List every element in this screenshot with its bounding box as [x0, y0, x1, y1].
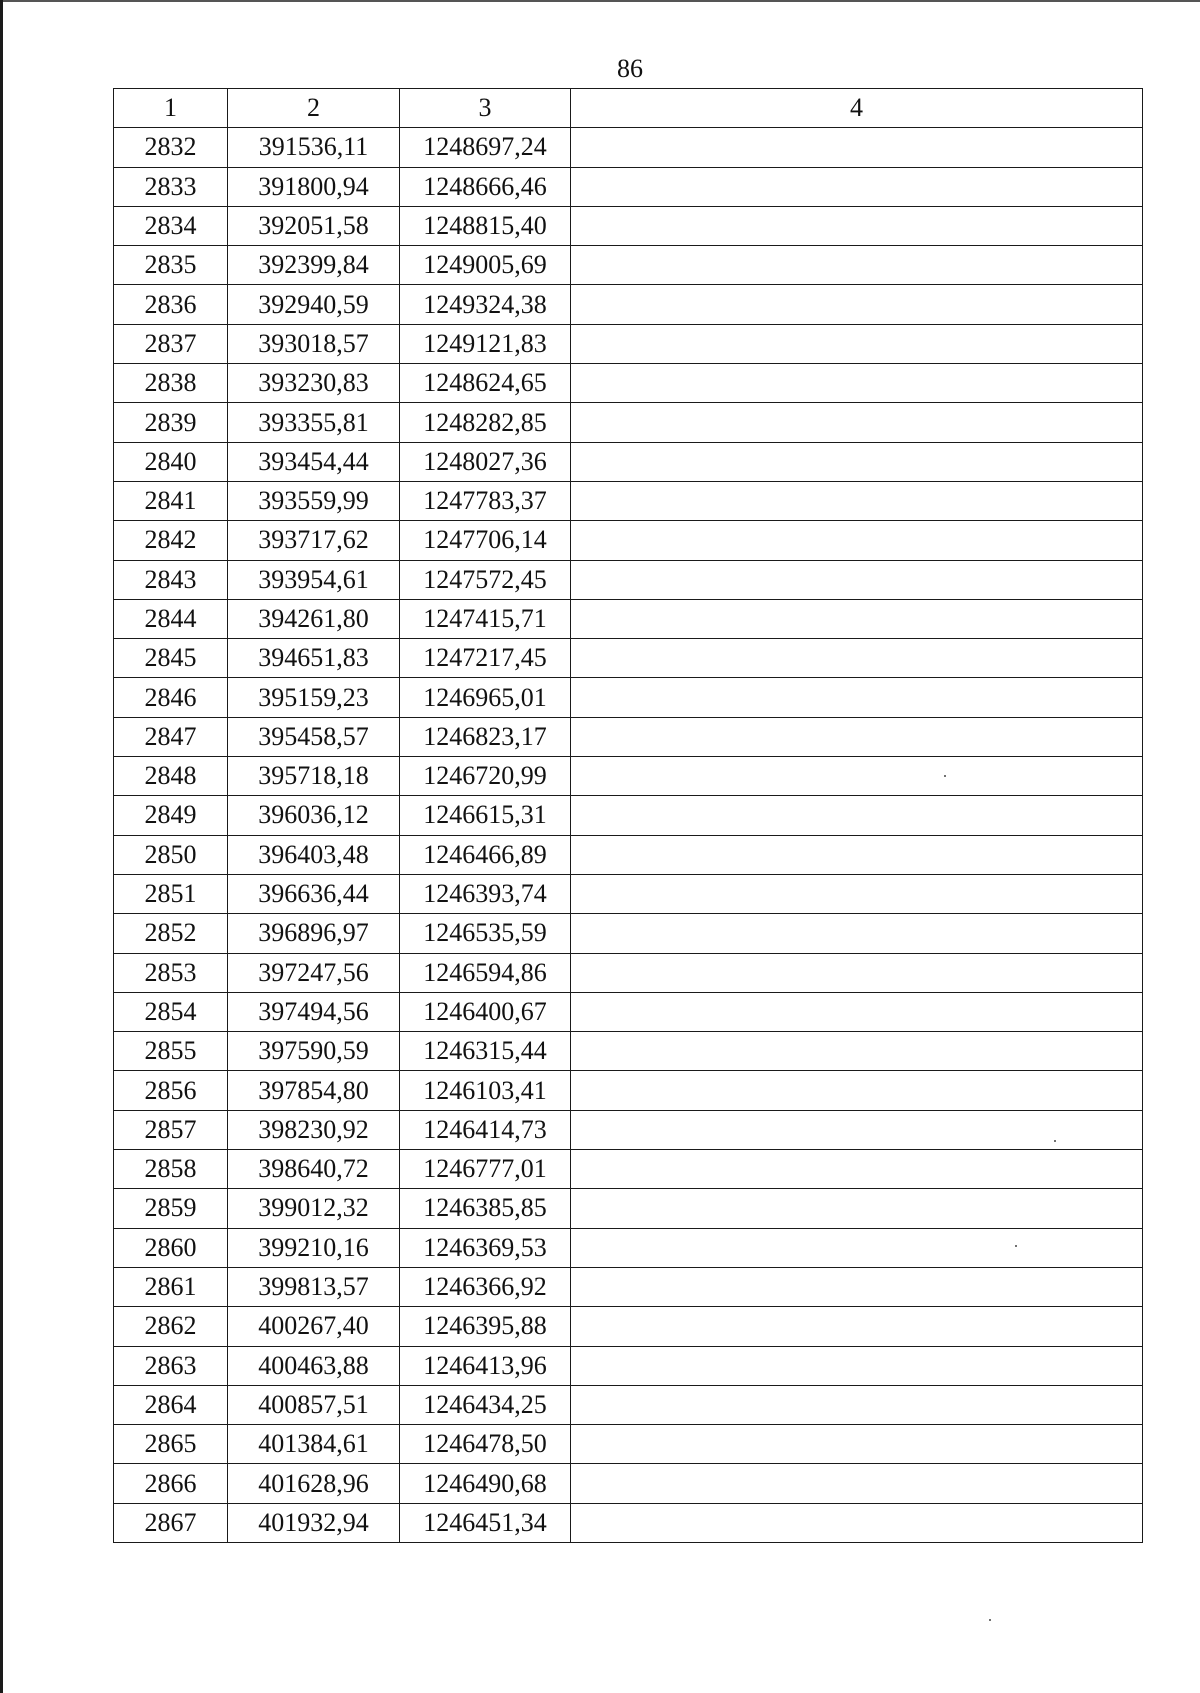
- y-coordinate-cell: 1246615,31: [400, 796, 571, 835]
- table-body: [114, 128, 1143, 1543]
- table-row: [114, 128, 1143, 167]
- point-number-cell: 2832: [114, 128, 228, 167]
- y-coordinate-cell: 1246823,17: [400, 717, 571, 756]
- description-cell: [571, 167, 1143, 206]
- column-header-1: 1: [114, 89, 228, 128]
- description-cell: [571, 1228, 1143, 1267]
- y-coordinate-cell: 1246451,34: [400, 1503, 571, 1542]
- description-cell: [571, 1503, 1143, 1542]
- y-coordinate-cell: 1246385,85: [400, 1189, 571, 1228]
- description-cell: [571, 717, 1143, 756]
- table-row: [114, 1110, 1143, 1149]
- table-row: [114, 1464, 1143, 1503]
- x-coordinate-cell: 399012,32: [228, 1189, 400, 1228]
- y-coordinate-cell: 1246315,44: [400, 1032, 571, 1071]
- table-row: [114, 246, 1143, 285]
- column-header-4: 4: [571, 89, 1143, 128]
- table-header-row: [114, 89, 1143, 128]
- scan-speck: [989, 1619, 991, 1621]
- x-coordinate-cell: 393355,81: [228, 403, 400, 442]
- y-coordinate-cell: 1246434,25: [400, 1385, 571, 1424]
- point-number-cell: 2844: [114, 599, 228, 638]
- y-coordinate-cell: 1246103,41: [400, 1071, 571, 1110]
- point-number-cell: 2841: [114, 481, 228, 520]
- y-coordinate-cell: 1248282,85: [400, 403, 571, 442]
- y-coordinate-cell: 1246490,68: [400, 1464, 571, 1503]
- x-coordinate-cell: 391800,94: [228, 167, 400, 206]
- x-coordinate-cell: 396636,44: [228, 874, 400, 913]
- point-number-cell: 2863: [114, 1346, 228, 1385]
- y-coordinate-cell: 1248666,46: [400, 167, 571, 206]
- point-number-cell: 2857: [114, 1110, 228, 1149]
- x-coordinate-cell: 391536,11: [228, 128, 400, 167]
- y-coordinate-cell: 1249005,69: [400, 246, 571, 285]
- x-coordinate-cell: 395458,57: [228, 717, 400, 756]
- x-coordinate-cell: 398640,72: [228, 1150, 400, 1189]
- x-coordinate-cell: 393018,57: [228, 324, 400, 363]
- description-cell: [571, 599, 1143, 638]
- description-cell: [571, 246, 1143, 285]
- y-coordinate-cell: 1247217,45: [400, 639, 571, 678]
- point-number-cell: 2842: [114, 521, 228, 560]
- table-row: [114, 206, 1143, 245]
- y-coordinate-cell: 1246366,92: [400, 1267, 571, 1306]
- table-row: [114, 992, 1143, 1031]
- point-number-cell: 2853: [114, 953, 228, 992]
- x-coordinate-cell: 393954,61: [228, 560, 400, 599]
- x-coordinate-cell: 400857,51: [228, 1385, 400, 1424]
- point-number-cell: 2866: [114, 1464, 228, 1503]
- point-number-cell: 2856: [114, 1071, 228, 1110]
- x-coordinate-cell: 399210,16: [228, 1228, 400, 1267]
- x-coordinate-cell: 401932,94: [228, 1503, 400, 1542]
- x-coordinate-cell: 395718,18: [228, 757, 400, 796]
- table-row: [114, 835, 1143, 874]
- page-number: 86: [617, 54, 643, 83]
- y-coordinate-cell: 1247415,71: [400, 599, 571, 638]
- description-cell: [571, 757, 1143, 796]
- x-coordinate-cell: 396036,12: [228, 796, 400, 835]
- point-number-cell: 2854: [114, 992, 228, 1031]
- y-coordinate-cell: 1246400,67: [400, 992, 571, 1031]
- point-number-cell: 2834: [114, 206, 228, 245]
- point-number-cell: 2846: [114, 678, 228, 717]
- y-coordinate-cell: 1249121,83: [400, 324, 571, 363]
- x-coordinate-cell: 400463,88: [228, 1346, 400, 1385]
- description-cell: [571, 1346, 1143, 1385]
- point-number-cell: 2865: [114, 1425, 228, 1464]
- x-coordinate-cell: 392940,59: [228, 285, 400, 324]
- x-coordinate-cell: 393230,83: [228, 364, 400, 403]
- y-coordinate-cell: 1246965,01: [400, 678, 571, 717]
- table-row: [114, 521, 1143, 560]
- description-cell: [571, 1189, 1143, 1228]
- point-number-cell: 2867: [114, 1503, 228, 1542]
- y-coordinate-cell: 1246393,74: [400, 874, 571, 913]
- description-cell: [571, 1307, 1143, 1346]
- description-cell: [571, 1110, 1143, 1149]
- x-coordinate-cell: 397494,56: [228, 992, 400, 1031]
- table-row: [114, 403, 1143, 442]
- x-coordinate-cell: 397854,80: [228, 1071, 400, 1110]
- table-row: [114, 796, 1143, 835]
- description-cell: [571, 678, 1143, 717]
- x-coordinate-cell: 393717,62: [228, 521, 400, 560]
- point-number-cell: 2859: [114, 1189, 228, 1228]
- y-coordinate-cell: 1247572,45: [400, 560, 571, 599]
- point-number-cell: 2861: [114, 1267, 228, 1306]
- description-cell: [571, 364, 1143, 403]
- scan-speck: [944, 775, 946, 777]
- table-row: [114, 757, 1143, 796]
- table-row: [114, 285, 1143, 324]
- table-row: [114, 717, 1143, 756]
- y-coordinate-cell: 1248697,24: [400, 128, 571, 167]
- x-coordinate-cell: 399813,57: [228, 1267, 400, 1306]
- y-coordinate-cell: 1246535,59: [400, 914, 571, 953]
- description-cell: [571, 442, 1143, 481]
- table-row: [114, 442, 1143, 481]
- description-cell: [571, 324, 1143, 363]
- table-row: [114, 167, 1143, 206]
- table-row: [114, 481, 1143, 520]
- y-coordinate-cell: 1246414,73: [400, 1110, 571, 1149]
- x-coordinate-cell: 401384,61: [228, 1425, 400, 1464]
- x-coordinate-cell: 394261,80: [228, 599, 400, 638]
- point-number-cell: 2862: [114, 1307, 228, 1346]
- table-row: [114, 1071, 1143, 1110]
- x-coordinate-cell: 397247,56: [228, 953, 400, 992]
- description-cell: [571, 560, 1143, 599]
- y-coordinate-cell: 1247783,37: [400, 481, 571, 520]
- description-cell: [571, 992, 1143, 1031]
- point-number-cell: 2852: [114, 914, 228, 953]
- y-coordinate-cell: 1246478,50: [400, 1425, 571, 1464]
- description-cell: [571, 1385, 1143, 1424]
- y-coordinate-cell: 1246594,86: [400, 953, 571, 992]
- x-coordinate-cell: 398230,92: [228, 1110, 400, 1149]
- table-row: [114, 1189, 1143, 1228]
- y-coordinate-cell: 1246413,96: [400, 1346, 571, 1385]
- scan-speck: [1015, 1245, 1017, 1247]
- table-row: [114, 1425, 1143, 1464]
- description-cell: [571, 1425, 1143, 1464]
- table-row: [114, 324, 1143, 363]
- x-coordinate-cell: 396896,97: [228, 914, 400, 953]
- point-number-cell: 2864: [114, 1385, 228, 1424]
- point-number-cell: 2850: [114, 835, 228, 874]
- x-coordinate-cell: 394651,83: [228, 639, 400, 678]
- description-cell: [571, 1032, 1143, 1071]
- scan-speck: [1054, 1140, 1056, 1142]
- table-row: [114, 599, 1143, 638]
- point-number-cell: 2855: [114, 1032, 228, 1071]
- point-number-cell: 2840: [114, 442, 228, 481]
- point-number-cell: 2838: [114, 364, 228, 403]
- point-number-cell: 2845: [114, 639, 228, 678]
- coordinates-table: [113, 88, 1143, 1543]
- x-coordinate-cell: 400267,40: [228, 1307, 400, 1346]
- description-cell: [571, 1267, 1143, 1306]
- point-number-cell: 2835: [114, 246, 228, 285]
- description-cell: [571, 1464, 1143, 1503]
- point-number-cell: 2851: [114, 874, 228, 913]
- table-row: [114, 1307, 1143, 1346]
- table-row: [114, 1228, 1143, 1267]
- x-coordinate-cell: 397590,59: [228, 1032, 400, 1071]
- point-number-cell: 2843: [114, 560, 228, 599]
- x-coordinate-cell: 395159,23: [228, 678, 400, 717]
- scan-edge-top: [0, 0, 1200, 2]
- x-coordinate-cell: 393559,99: [228, 481, 400, 520]
- table-row: [114, 1032, 1143, 1071]
- description-cell: [571, 481, 1143, 520]
- point-number-cell: 2848: [114, 757, 228, 796]
- table-row: [114, 639, 1143, 678]
- y-coordinate-cell: 1246777,01: [400, 1150, 571, 1189]
- x-coordinate-cell: 401628,96: [228, 1464, 400, 1503]
- table-row: [114, 1503, 1143, 1542]
- scan-edge-left: [0, 0, 3, 1693]
- point-number-cell: 2833: [114, 167, 228, 206]
- column-header-2: 2: [228, 89, 400, 128]
- description-cell: [571, 521, 1143, 560]
- point-number-cell: 2847: [114, 717, 228, 756]
- y-coordinate-cell: 1246466,89: [400, 835, 571, 874]
- description-cell: [571, 1150, 1143, 1189]
- table-row: [114, 364, 1143, 403]
- description-cell: [571, 128, 1143, 167]
- y-coordinate-cell: 1248624,65: [400, 364, 571, 403]
- point-number-cell: 2858: [114, 1150, 228, 1189]
- table-row: [114, 953, 1143, 992]
- point-number-cell: 2860: [114, 1228, 228, 1267]
- table-row: [114, 874, 1143, 913]
- table-row: [114, 1346, 1143, 1385]
- point-number-cell: 2849: [114, 796, 228, 835]
- y-coordinate-cell: 1248815,40: [400, 206, 571, 245]
- y-coordinate-cell: 1247706,14: [400, 521, 571, 560]
- table-row: [114, 1267, 1143, 1306]
- table-row: [114, 914, 1143, 953]
- y-coordinate-cell: 1246720,99: [400, 757, 571, 796]
- y-coordinate-cell: 1246395,88: [400, 1307, 571, 1346]
- description-cell: [571, 285, 1143, 324]
- point-number-cell: 2836: [114, 285, 228, 324]
- x-coordinate-cell: 392399,84: [228, 246, 400, 285]
- description-cell: [571, 835, 1143, 874]
- table-row: [114, 1150, 1143, 1189]
- y-coordinate-cell: 1248027,36: [400, 442, 571, 481]
- y-coordinate-cell: 1249324,38: [400, 285, 571, 324]
- description-cell: [571, 914, 1143, 953]
- description-cell: [571, 796, 1143, 835]
- x-coordinate-cell: 392051,58: [228, 206, 400, 245]
- description-cell: [571, 1071, 1143, 1110]
- description-cell: [571, 874, 1143, 913]
- description-cell: [571, 403, 1143, 442]
- table-row: [114, 678, 1143, 717]
- description-cell: [571, 953, 1143, 992]
- description-cell: [571, 639, 1143, 678]
- column-header-3: 3: [400, 89, 571, 128]
- point-number-cell: 2837: [114, 324, 228, 363]
- description-cell: [571, 206, 1143, 245]
- table-row: [114, 560, 1143, 599]
- y-coordinate-cell: 1246369,53: [400, 1228, 571, 1267]
- x-coordinate-cell: 393454,44: [228, 442, 400, 481]
- point-number-cell: 2839: [114, 403, 228, 442]
- x-coordinate-cell: 396403,48: [228, 835, 400, 874]
- table-row: [114, 1385, 1143, 1424]
